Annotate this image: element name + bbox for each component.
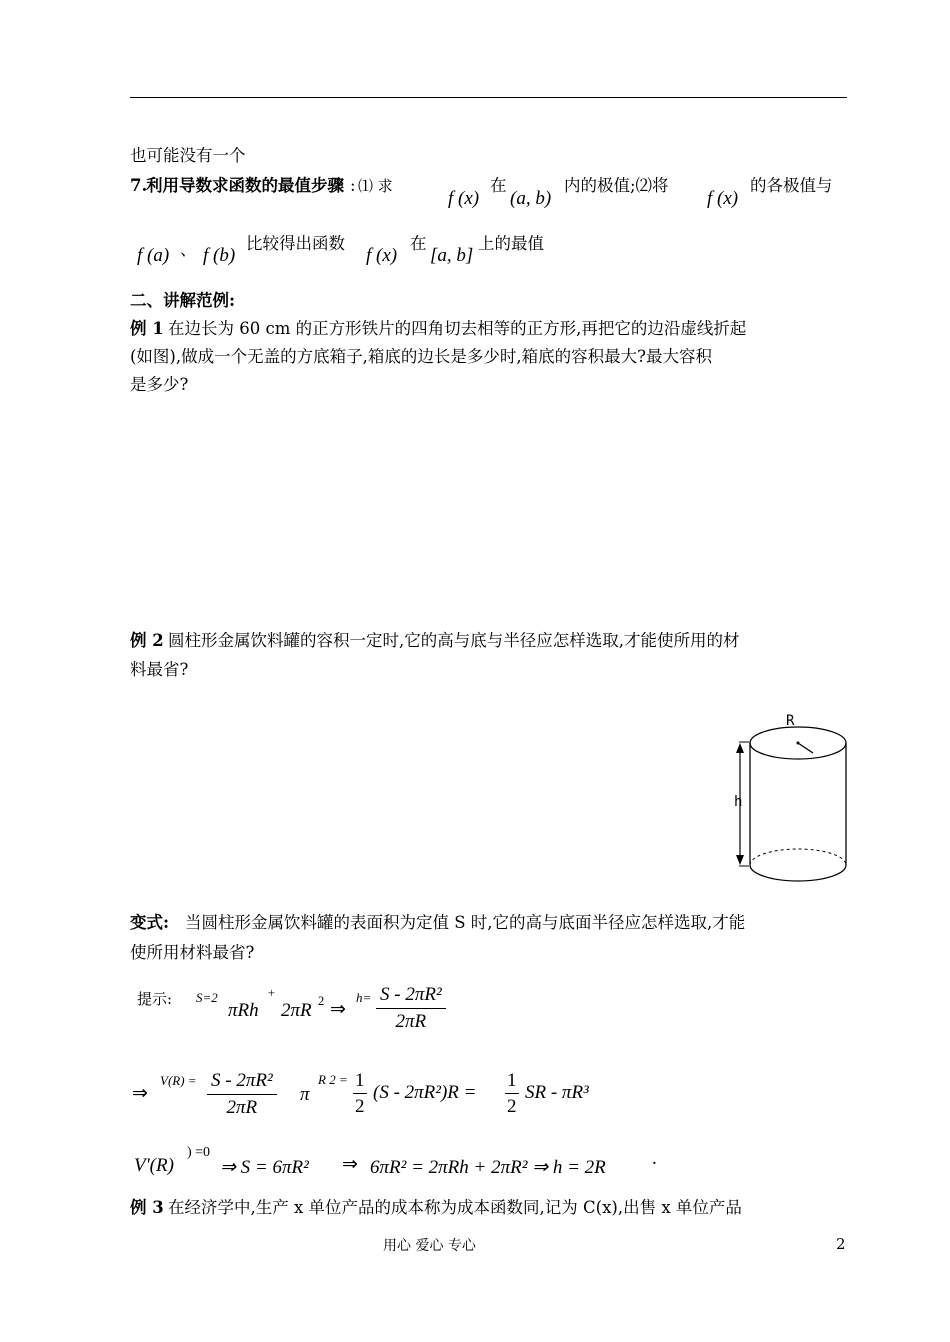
example2-text: 圆柱形金属饮料罐的容积一定时,它的高与底与半径应怎样选取,才能使所用的材 bbox=[168, 631, 740, 650]
item7-step4: 比较得出函数 bbox=[246, 234, 345, 253]
math-fx: f (x) bbox=[448, 188, 480, 209]
separator: 、 bbox=[180, 240, 197, 259]
example2-label: 例 2 bbox=[130, 631, 164, 650]
math-pi: π bbox=[300, 1084, 310, 1105]
page-number: 2 bbox=[836, 1235, 846, 1253]
math-implies: ⇒ bbox=[342, 1154, 358, 1175]
example1-text: (如图),做成一个无盖的方底箱子,箱底的边长是多少时,箱底的容积最大?最大容积 bbox=[130, 347, 712, 366]
radius-label: R bbox=[786, 713, 795, 729]
cylinder-figure bbox=[725, 705, 855, 890]
math-fraction: $\frac{\text{S - 2πR²}}{2\pi R}$ bbox=[376, 984, 446, 1033]
item7-title: 利用导数求函数的最值步骤 bbox=[146, 176, 344, 195]
example1-text: 是多少? bbox=[130, 375, 189, 394]
item7-number: 7. bbox=[130, 176, 148, 195]
item7-step1: ⑴ 求 bbox=[358, 177, 393, 195]
math-fx: f (x) bbox=[707, 188, 739, 209]
example1-label: 例 1 bbox=[130, 319, 164, 338]
math-term: πRh bbox=[228, 1000, 259, 1021]
height-label: h bbox=[734, 794, 743, 810]
math-implies: ⇒ bbox=[330, 999, 346, 1020]
math-exponent: 2 bbox=[318, 994, 325, 1008]
math-eq-zero: ) =0 bbox=[187, 1145, 211, 1160]
item7-step5: 上的最值 bbox=[478, 234, 544, 253]
variant-text: 当圆柱形金属饮料罐的表面积为定值 S 时,它的高与底面半径应怎样选取,才能 bbox=[185, 913, 746, 932]
math-s-eq: S=2 bbox=[196, 990, 218, 1005]
math-r-squared: R 2 = bbox=[318, 1072, 348, 1087]
example1-text: 在边长为 60 cm 的正方形铁片的四角切去相等的正方形,再把它的边沿虚线折起 bbox=[168, 319, 747, 338]
math-plus: + bbox=[268, 986, 276, 1000]
math-fb: f (b) bbox=[203, 245, 236, 266]
text-line: 也可能没有一个 bbox=[130, 146, 246, 165]
math-term: 6πR² = 2πRh + 2πR² ⇒ h = 2R bbox=[370, 1157, 606, 1178]
math-fa: f (a) bbox=[137, 245, 170, 266]
math-term: ⇒ S = 6πR² bbox=[220, 1157, 309, 1178]
variant-text: 使所用材料最省? bbox=[130, 943, 255, 962]
math-interval-open: (a, b) bbox=[510, 188, 552, 209]
example3-label: 例 3 bbox=[130, 1198, 164, 1217]
example2-text: 料最省? bbox=[130, 660, 189, 679]
section-heading: 二、讲解范例: bbox=[130, 291, 236, 310]
item7-colon: : bbox=[350, 176, 356, 195]
math-period: . bbox=[652, 1148, 657, 1169]
math-interval-closed: [a, b] bbox=[430, 245, 474, 266]
variant-label: 变式: bbox=[130, 913, 170, 932]
item7-zai: 在 bbox=[490, 176, 507, 195]
item7-zai: 在 bbox=[410, 234, 427, 253]
math-fraction-half: $\frac{1}{2}$ bbox=[355, 1070, 365, 1117]
math-fraction: $\frac{\text{S - 2πR²}}{2\pi R}$ bbox=[207, 1070, 277, 1119]
math-fx: f (x) bbox=[366, 245, 398, 266]
footer-motto: 用心 爱心 专心 bbox=[383, 1238, 476, 1254]
hint-label: 提示: bbox=[137, 990, 173, 1008]
item7-step3: 的各极值与 bbox=[750, 176, 833, 195]
example3-text: 在经济学中,生产 x 单位产品的成本称为成本函数同,记为 C(x),出售 x 单位产品 bbox=[168, 1198, 742, 1217]
math-derivative: V'(R) bbox=[134, 1155, 174, 1176]
math-h-eq: h= bbox=[356, 990, 372, 1005]
math-implies: ⇒ bbox=[132, 1083, 148, 1104]
math-v-eq: V(R) = bbox=[160, 1073, 197, 1088]
math-term: 2πR bbox=[281, 1000, 312, 1021]
math-fraction-half: $\frac{1}{2}$ bbox=[507, 1070, 517, 1117]
header-rule bbox=[130, 97, 847, 98]
math-term: SR - πR³ bbox=[525, 1082, 589, 1103]
math-term: (S - 2πR²)R = bbox=[373, 1082, 477, 1103]
item7-step2: 内的极值;⑵将 bbox=[564, 176, 669, 195]
